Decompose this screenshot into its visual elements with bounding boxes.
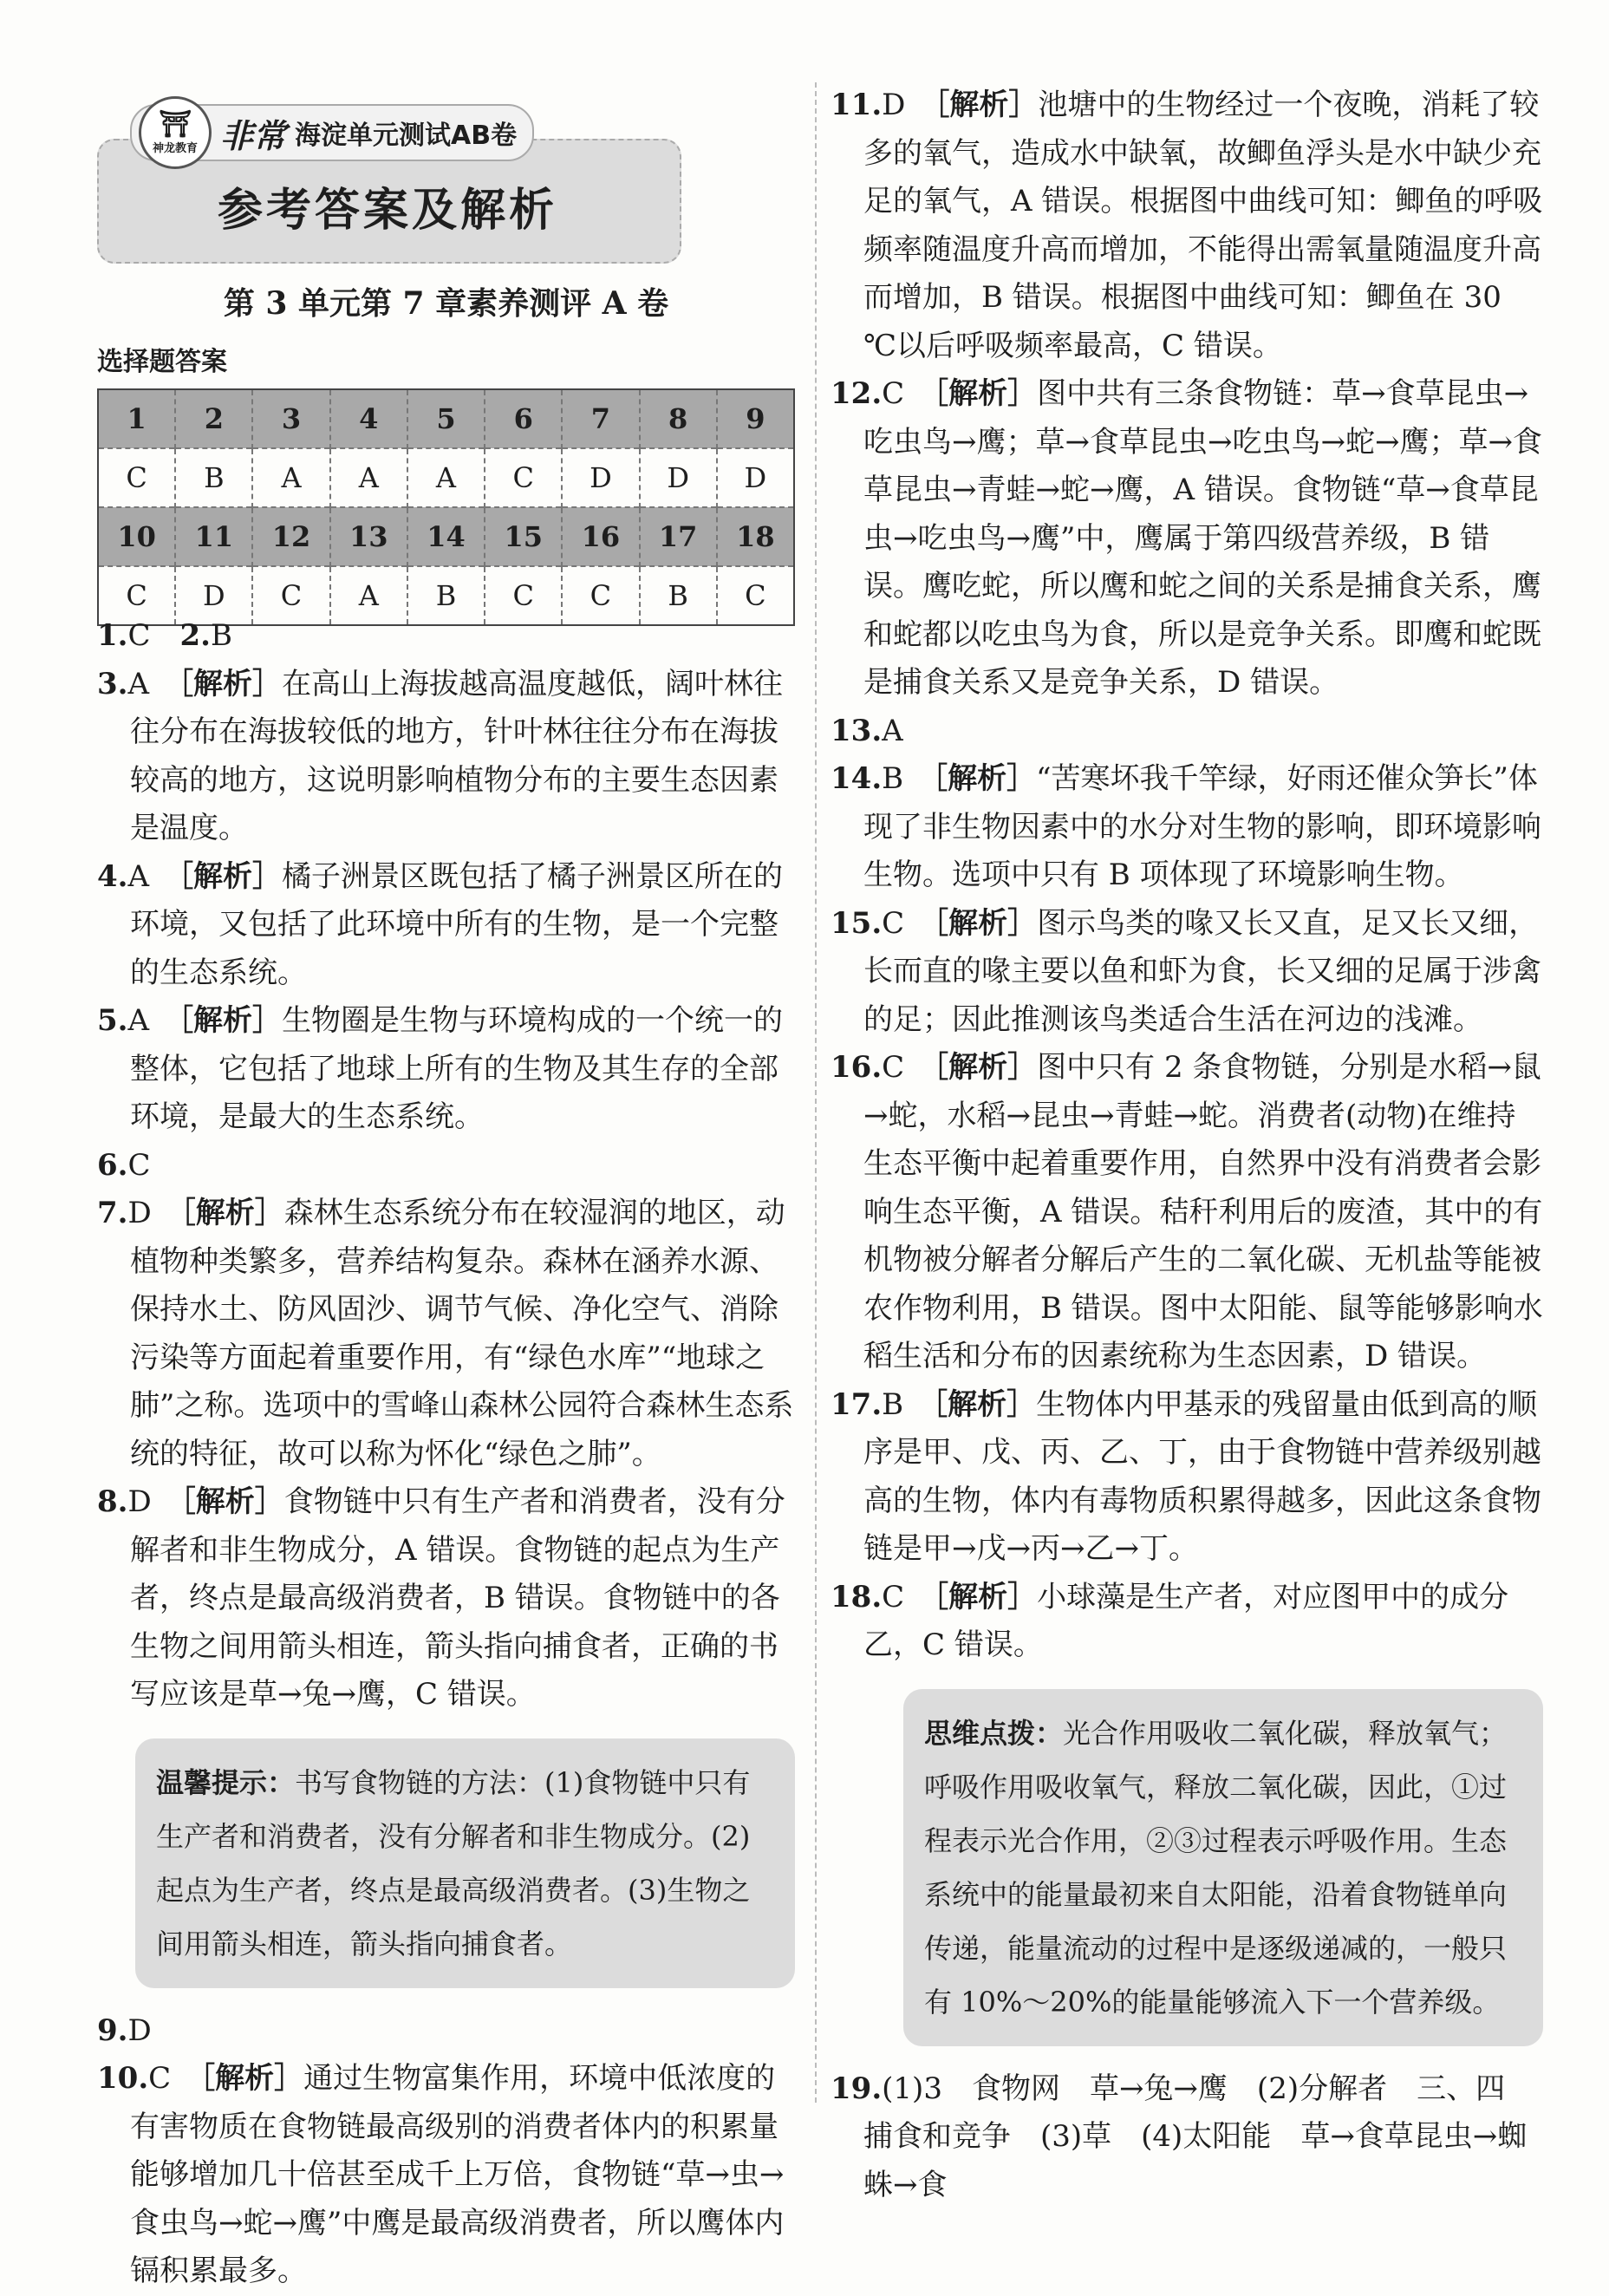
item-answer: C [127, 618, 151, 653]
question-number-cell: 15 [485, 507, 562, 566]
choice-answers-label: 选择题答案 [97, 347, 227, 377]
analysis-label: ［解析］ [179, 858, 283, 894]
brand-script: 非常 [220, 115, 287, 155]
item-number: 19. [831, 2071, 883, 2106]
analysis-label: ［解析］ [179, 1003, 283, 1038]
answer-item [831, 900, 1543, 1045]
answer-cell: A [330, 566, 407, 625]
analysis-text: 生物圈是生物与环境构成的一个统一的整体，它包括了地球上所有的生物及其生存的全部环境，是最大的生态系统。 [130, 1003, 784, 1134]
analysis-text: 图示鸟类的喙又长又直，足又长又细，长而直的喙主要以鱼和虾为食，长又细的足属于涉禽的足；因此推测该鸟类适合生活在河边的浅滩。 [863, 905, 1541, 1037]
analysis-label: ［解析］ [180, 1196, 284, 1230]
item-answer: B [211, 618, 233, 653]
answer-item [97, 2055, 795, 2296]
brand-title: 海淀单元测试AB卷 [295, 121, 518, 151]
question-number-cell: 3 [252, 389, 329, 448]
answer-item [97, 853, 795, 998]
analysis-label: ［解析］ [180, 1484, 284, 1519]
item-answer: A [882, 713, 903, 748]
answer-row [98, 448, 794, 507]
answer-cell: C [485, 566, 562, 625]
item-answer: B [882, 1386, 904, 1422]
answer-item [831, 2065, 1543, 2210]
item-number: 10. [97, 2061, 149, 2096]
analysis-label: ［解析］ [934, 376, 1038, 411]
question-number-cell: 2 [175, 389, 252, 448]
item-number: 4. [97, 858, 128, 894]
item-number: 9. [97, 2012, 128, 2048]
left-column [97, 612, 795, 2296]
answer-item [97, 1142, 795, 1190]
question-number-cell: 14 [407, 507, 485, 566]
analysis-text: 图中共有三条食物链：草→食草昆虫→吃虫鸟→鹰；草→食草昆虫→吃虫鸟→蛇→鹰；草→食草昆虫→青蛙→蛇→鹰，A 错误。食物链“草→食草昆虫→吃虫鸟→鹰”中，鹰属于第四级营养级，B 错误。鹰吃蛇，所以鹰和蛇之间的关系是捕食关系，鹰和蛇都以吃虫鸟为食，所以是竞争关系。即鹰和蛇既是捕食关系又是竞争关系，D 错误。 [863, 376, 1542, 700]
item-answer: A [127, 1003, 150, 1038]
question-number-cell: 1 [98, 389, 175, 448]
analysis-text: 在高山上海拔越高温度越低，阔叶林往往分布在海拔较低的地方，针叶林往往分布在海拔较高的地方，这说明影响植物分布的主要生态因素是温度。 [130, 666, 784, 845]
item-number: 18. [831, 1579, 883, 1614]
answer-item [831, 82, 1543, 370]
answer-cell: C [562, 566, 639, 625]
analysis-label: ［解析］ [933, 1386, 1037, 1422]
item-number: 14. [831, 761, 883, 796]
analysis-text: 森林生态系统分布在较湿润的地区，动植物种类繁多，营养结构复杂。森林在涵养水源、保持水土、防风固沙、调节气候、净化空气、消除污染等方面起着重要作用，有“绿色水库”“地球之肺”之称。选项中的雪峰山森林公园符合森林生态系统的特征，故可以称为怀化“绿色之肺”。 [130, 1196, 794, 1471]
analysis-text: 橘子洲景区既包括了橘子洲景区所在的环境，又包括了此环境中所有的生物，是一个完整的生态系统。 [130, 858, 784, 990]
answer-item [97, 612, 795, 661]
item-answer: D [882, 88, 906, 122]
answer-item [97, 661, 795, 853]
question-number-cell: 9 [717, 389, 794, 448]
answer-item [831, 1574, 1543, 1670]
analysis-text: 生物体内甲基汞的残留量由低到高的顺序是甲、戊、丙、乙、丁，由于食物链中营养级别越高的生物，体内有毒物质积累得越多，因此这条食物链是甲→戊→丙→乙→丁。 [863, 1386, 1541, 1566]
answer-cell: D [717, 448, 794, 507]
item-number: 6. [97, 1147, 128, 1183]
answer-cell: C [98, 448, 175, 507]
answer-cell: B [175, 448, 252, 507]
question-number-cell: 12 [252, 507, 329, 566]
answer-cell: B [640, 566, 717, 625]
answer-cell: C [717, 566, 794, 625]
item-answer: B [882, 761, 904, 796]
answer-cell: C [252, 566, 329, 625]
analysis-text: 通过生物富集作用，环境中低浓度的有害物质在食物链最高级别的消费者体内的积累量能够增加几十倍甚至成千上万倍，食物链“草→虫→食虫鸟→蛇→鹰”中鹰是最高级消费者，所以鹰体内镉积累最多。 [130, 2061, 785, 2288]
tip-box [135, 1738, 795, 1988]
answer-item [831, 755, 1543, 900]
item-number: 5. [97, 1003, 128, 1038]
analysis-text: (1)3 食物网 草→兔→鹰 (2)分解者 三、四 捕食和竞争 (3)草 (4)太阳能 草→食草昆虫→蜘蛛→食 [863, 2071, 1535, 2202]
answer-cell: A [407, 448, 485, 507]
tip-text: 光合作用吸收二氧化碳，释放氧气；呼吸作用吸收氧气，释放二氧化碳，因此，①过程表示光合作用，②③过程表示呼吸作用。生态系统中的能量最初来自太阳能，沿着食物链单向传递，能量流动的过程中是逐级递减的，一般只有 10%～20%的能量能够流入下一个营养级。 [924, 1716, 1508, 2019]
answer-cell: C [485, 448, 562, 507]
page-title: 参考答案及解析 [217, 185, 557, 237]
thinking-tip-box [903, 1689, 1543, 2046]
answer-item [831, 1381, 1543, 1574]
answer-cell: B [407, 566, 485, 625]
answer-item [831, 370, 1543, 708]
item-answer: C [882, 1050, 905, 1085]
item-answer: C [127, 1147, 151, 1183]
question-number-cell: 5 [407, 389, 485, 448]
question-number-cell: 8 [640, 389, 717, 448]
item-number: 7. [97, 1196, 128, 1230]
column-divider [815, 82, 817, 2103]
question-number-cell: 7 [562, 389, 639, 448]
answer-cell: A [252, 448, 329, 507]
item-answer: C [882, 905, 905, 941]
item-answer: D [127, 2012, 152, 2048]
analysis-label: ［解析］ [934, 1050, 1038, 1085]
question-number-cell: 11 [175, 507, 252, 566]
item-number: 11. [831, 88, 883, 122]
logo-text: 神龙教育 [152, 141, 198, 155]
answer-item [831, 1044, 1543, 1381]
question-number-cell: 10 [98, 507, 175, 566]
answer-item [97, 997, 795, 1142]
question-number-cell: 17 [640, 507, 717, 566]
question-number-cell: 13 [330, 507, 407, 566]
item-number: 1. [97, 618, 128, 653]
gate-icon: ⛩ [158, 108, 192, 140]
analysis-label: ［解析］ [200, 2061, 304, 2096]
section-title: 第 3 单元第 7 章素养测评 A 卷 [223, 285, 669, 322]
answer-cell: A [330, 448, 407, 507]
analysis-label: ［解析］ [935, 88, 1039, 122]
item-number: 2. [179, 618, 212, 653]
item-number: 13. [831, 713, 883, 748]
answer-cell: D [562, 448, 639, 507]
analysis-label: ［解析］ [933, 761, 1037, 796]
question-number-cell: 16 [562, 507, 639, 566]
item-answer: A [127, 858, 150, 894]
analysis-text: 池塘中的生物经过一个夜晚，消耗了较多的氧气，造成水中缺氧，故鲫鱼浮头是水中缺少充足的氧气，A 错误。根据图中曲线可知：鲫鱼的呼吸频率随温度升高而增加，不能得出需氧量随温度升高而增加，B 错误。根据图中曲线可知：鲫鱼在 30 ℃以后呼吸频率最高，C 错误。 [863, 88, 1543, 363]
tip-text: 书写食物链的方法：(1)食物链中只有生产者和消费者，没有分解者和非生物成分。(2)起点为生产者，终点是最高级消费者。(3)生物之间用箭头相连，箭头指向捕食者。 [156, 1765, 751, 1960]
answer-item [831, 708, 1543, 756]
analysis-text: 图中只有 2 条食物链，分别是水稻→鼠→蛇，水稻→昆虫→青蛙→蛇。消费者(动物)在维持生态平衡中起着重要作用，自然界中没有消费者会影响生态平衡，A 错误。秸秆利用后的废渣，其中的有机物被分解者分解后产生的二氧化碳、无机盐等能被农作物利用，B 错误。图中太阳能、鼠等能够影响水稻生活和分布的因素统称为生态因素，D 错误。 [863, 1050, 1543, 1373]
item-answer: C [882, 376, 905, 411]
item-number: 16. [831, 1050, 883, 1085]
item-number: 8. [97, 1484, 128, 1519]
item-answer: D [127, 1484, 152, 1519]
analysis-label: ［解析］ [179, 666, 283, 701]
answer-cell: C [98, 566, 175, 625]
tip-title: 温馨提示： [156, 1765, 296, 1799]
item-answer: C [148, 2061, 172, 2096]
answer-table [97, 388, 795, 626]
analysis-label: ［解析］ [934, 1579, 1038, 1614]
analysis-text: 小球藻是生产者，对应图甲中的成分乙，C 错误。 [863, 1579, 1509, 1662]
item-number: 3. [97, 666, 128, 701]
analysis-label: ［解析］ [934, 905, 1038, 941]
item-answer: D [127, 1196, 152, 1230]
answer-cell: D [640, 448, 717, 507]
item-number: 17. [831, 1386, 883, 1422]
right-column [831, 82, 1543, 2209]
answer-item [97, 1190, 795, 1478]
answer-item [97, 2007, 795, 2056]
answer-item [97, 1478, 795, 1719]
question-number-cell: 18 [717, 507, 794, 566]
question-number-row [98, 389, 794, 448]
analysis-text: “苦寒坏我千竿绿，好雨还催众笋长”体现了非生物因素中的水分对生物的影响，即环境影响生物。选项中只有 B 项体现了环境影响生物。 [863, 761, 1541, 892]
item-answer: C [882, 1579, 905, 1614]
item-number: 12. [831, 376, 883, 411]
analysis-text: 食物链中只有生产者和消费者，没有分解者和非生物成分，A 错误。食物链的起点为生产者，终点是最高级消费者，B 错误。食物链中的各生物之间用箭头相连，箭头指向捕食者，正确的书写应该是草→兔→鹰，C 错误。 [130, 1484, 785, 1712]
tip-title: 思维点拨： [924, 1716, 1064, 1750]
brand-badge [130, 104, 534, 161]
question-number-row [98, 507, 794, 566]
publisher-logo [139, 96, 212, 169]
question-number-cell: 4 [330, 389, 407, 448]
answer-cell: D [175, 566, 252, 625]
question-number-cell: 6 [485, 389, 562, 448]
item-number: 15. [831, 905, 883, 941]
item-answer: A [127, 666, 150, 701]
